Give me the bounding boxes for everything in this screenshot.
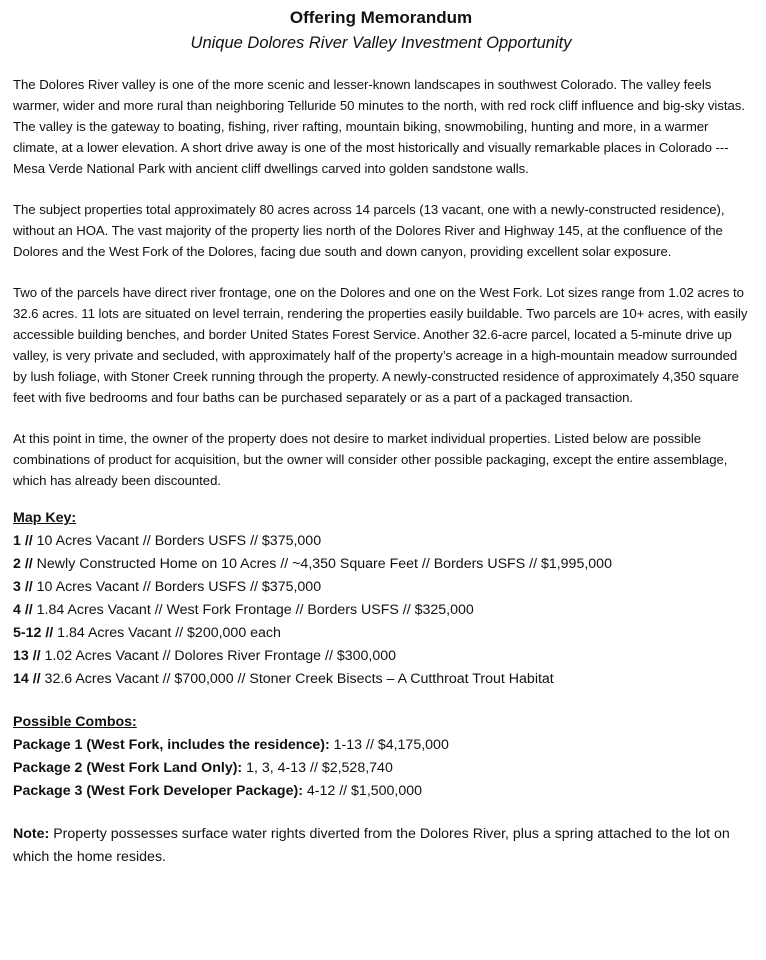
combos-list (13, 734, 749, 803)
owner-paragraph: At this point in time, the owner of the property does not desire to market individual properties. Listed below are possible combinations of product for acquisition, but the owner will consider other possible packaging, except the entire assemblage, which has already been discounted. (13, 431, 728, 488)
document-page (13, 6, 749, 869)
map-key-text: 10 Acres Vacant // Borders USFS // $375,000 (32, 533, 322, 549)
map-key-text: 1.84 Acres Vacant // West Fork Frontage // Borders USFS // $325,000 (32, 602, 474, 618)
map-key-item (13, 553, 749, 576)
combo-item (13, 734, 749, 757)
combo-text: 1-13 // $4,175,000 (329, 737, 449, 753)
parcels-paragraph: Two of the parcels have direct river frontage, one on the Dolores and one on the West Fork. Lot sizes range from 1.02 acres to 32.6 acres. 11 lots are situated on level terrain, rendering the properties easily buildable. Two parcels are 10+ acres, with easily accessible building benches, and border United States Forest Service. Another 32.6-acre parcel, located a 5-minute drive up valley, is very private and secluded, with approximately half of the property’s acreage in a high-mountain meadow surrounded by lush foliage, with Stoner Creek running through the property. A newly-constructed residence of approximately 4,350 square feet with five bedrooms and four baths can be purchased separately or as a part of a packaged transaction. (13, 285, 748, 405)
map-key-number: 5-12 // (13, 625, 54, 641)
map-key-number: 3 // (13, 579, 33, 595)
map-key-item (13, 668, 749, 691)
properties-paragraph: The subject properties total approximately 80 acres across 14 parcels (13 vacant, one with a newly-constructed residence), without an HOA. The vast majority of the property lies north of the Dolores River and Highway 145, at the confluence of the Dolores and the West Fork of the Dolores, facing due south and down canyon, providing excellent solar exposure. (13, 202, 725, 259)
map-key-text: 10 Acres Vacant // Borders USFS // $375,000 (32, 579, 322, 595)
map-key-item (13, 576, 749, 599)
map-key-item (13, 645, 749, 668)
map-key-item (13, 599, 749, 622)
combo-label: Package 3 (West Fork Developer Package): (13, 783, 303, 799)
map-key-number: 14 // (13, 671, 41, 687)
note-text: Property possesses surface water rights diverted from the Dolores River, plus a spring attached to the lot on which the home resides. (13, 826, 730, 865)
map-key-heading: Map Key: (13, 510, 77, 526)
note-paragraph (13, 823, 749, 869)
combo-text: 1, 3, 4-13 // $2,528,740 (242, 760, 393, 776)
map-key-text: 1.02 Acres Vacant // Dolores River Frontage // $300,000 (40, 648, 397, 664)
map-key-number: 13 // (13, 648, 41, 664)
combo-label: Package 2 (West Fork Land Only): (13, 760, 243, 776)
map-key-number: 1 // (13, 533, 33, 549)
map-key-text: 32.6 Acres Vacant // $700,000 // Stoner Creek Bisects – A Cutthroat Trout Habitat (40, 671, 554, 687)
map-key-number: 2 // (13, 556, 33, 572)
note-label: Note: (13, 826, 50, 842)
document-subtitle: Unique Dolores River Valley Investment Opportunity (190, 34, 572, 52)
map-key-number: 4 // (13, 602, 33, 618)
map-key-text: 1.84 Acres Vacant // $200,000 each (53, 625, 281, 641)
combos-heading: Possible Combos: (13, 714, 137, 730)
intro-paragraph: The Dolores River valley is one of the more scenic and lesser-known landscapes in southwest Colorado. The valley feels warmer, wider and more rural than neighboring Telluride 50 minutes to the north, with red rock cliff influence and big-sky vistas. The valley is the gateway to boating, fishing, river rafting, mountain biking, snowmobiling, hunting and more, in a warmer climate, at a lower elevation. A short drive away is one of the most historically and visually remarkable places in Colorado --- Mesa Verde National Park with ancient cliff dwellings carved into golden sandstone walls. (13, 77, 745, 176)
combo-item (13, 757, 749, 780)
map-key-item (13, 622, 749, 645)
map-key-item (13, 530, 749, 553)
combo-text: 4-12 // $1,500,000 (302, 783, 423, 799)
document-title: Offering Memorandum (289, 8, 473, 27)
map-key-list (13, 530, 749, 691)
combo-label: Package 1 (West Fork, includes the residence): (13, 737, 330, 753)
map-key-text: Newly Constructed Home on 10 Acres // ~4,350 Square Feet // Borders USFS // $1,995,000 (32, 556, 612, 572)
combo-item (13, 780, 749, 803)
